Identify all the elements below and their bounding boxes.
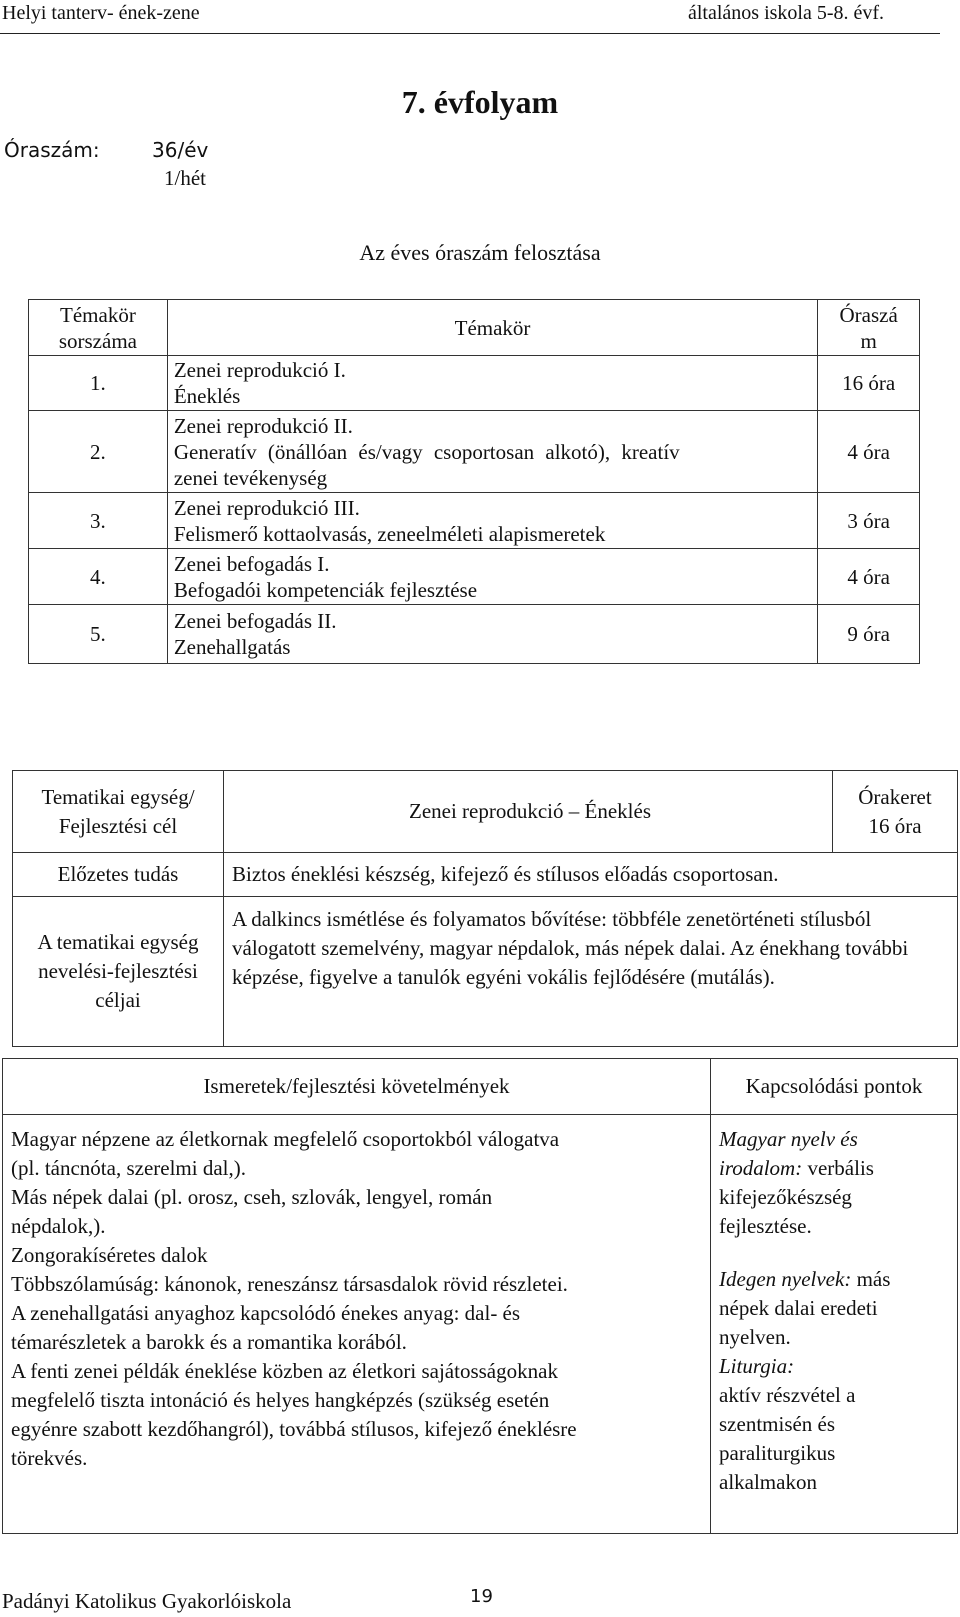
hour-frame-hours: 16 óra [868, 813, 922, 838]
connections-text: Magyar nyelv és irodalom: verbális kifejezőkészség fejlesztése. Idegen nyelvek: más népek dalai eredeti nyelven. Liturgia: aktív részvétel a szentmisén és paraliturgikus alkalmakon [711, 1115, 958, 1534]
footer-school-name: Padányi Katolikus Gyakorlóiskola [2, 1589, 292, 1613]
topic-hours: 3 óra [818, 493, 920, 549]
header-topic-number: Témakör sorszáma [29, 300, 168, 356]
table-row [29, 605, 920, 664]
unit-name: Zenei reprodukció – Éneklés [224, 771, 833, 853]
requirements-header: Ismeretek/fejlesztési követelmények [3, 1059, 711, 1115]
header-school-level: általános iskola 5-8. évf. [688, 2, 885, 24]
connection-hungarian-label: Magyar nyelv és [719, 1127, 858, 1151]
goals-text: A dalkincs ismétlése és folyamatos bővítése: többféle zenetörténeti stílusból válogatott szemelvény, magyar népdalok, más népek dalai. Az énekhang további képzése, figyelve a tanulók egyéni vokális fejlődésére (mutálás). [224, 897, 958, 1047]
topic-name: Zenei reprodukció III. Felismerő kottaolvasás, zeneelméleti alapismeretek [167, 493, 817, 549]
connection-liturgy-label: Liturgia: [719, 1354, 795, 1378]
hour-frame [833, 771, 958, 853]
thematic-unit-table [12, 770, 958, 1047]
unit-header-row [13, 771, 958, 853]
prior-knowledge-row [13, 853, 958, 897]
topic-number: 1. [29, 356, 168, 411]
header-document-title: Helyi tanterv- ének-zene [2, 2, 200, 24]
requirements-text: Magyar népzene az életkornak megfelelő csoportokból válogatva (pl. táncnóta, szerelmi dal,). Más népek dalai (pl. orosz, cseh, szlovák, lengyel, román népdalok,). Zongorakíséretes dalok Többszólamúság: kánonok, reneszánsz társasdalok rövid részletei. A zenehallgatási anyaghoz kapcsolódó énekes anyag: dal- és témarészletek a barokk és a romantika korából. A fenti zenei példák éneklése közben az életkori sajátosságoknak megfelelő tiszta intonáció és helyes hangképzés (szükség esetén egyénre szabott kezdőhangról), továbbá stílusos, kifejező éneklésre törekvés. [3, 1115, 711, 1534]
hours-per-year: 36/év [152, 138, 209, 162]
topic-number: 5. [29, 605, 168, 664]
hour-frame-label: Órakeret [858, 784, 932, 809]
hours-per-week: 1/hét [164, 166, 206, 190]
topic-hours: 16 óra [818, 356, 920, 411]
table-row [29, 493, 920, 549]
topic-hours: 4 óra [818, 411, 920, 493]
requirements-header-row [3, 1059, 958, 1115]
topic-name: Zenei befogadás I. Befogadói kompetenciák fejlesztése [167, 549, 817, 605]
topic-name: Zenei reprodukció I. Éneklés [167, 356, 817, 411]
unit-label: Tematikai egység/ Fejlesztési cél [13, 771, 224, 853]
prior-knowledge-label: Előzetes tudás [13, 853, 224, 897]
header-divider [0, 33, 940, 34]
topic-name: Zenei befogadás II. Zenehallgatás [167, 605, 817, 664]
distribution-title: Az éves óraszám felosztása [359, 240, 601, 265]
goals-row [13, 897, 958, 1047]
topic-number: 3. [29, 493, 168, 549]
topics-table [28, 299, 920, 664]
topic-name: Zenei reprodukció II. Generatív (önállóan és/vagy csoportosan alkotó), kreatív zenei tevékenység [167, 411, 817, 493]
table-row [29, 549, 920, 605]
connection-literature-label: irodalom: [719, 1156, 803, 1180]
page-number: 19 [470, 1586, 493, 1607]
header-hours: Óraszá m [818, 300, 920, 356]
topics-header-row [29, 300, 920, 356]
connection-languages-label: Idegen nyelvek: [719, 1267, 852, 1291]
table-row [29, 411, 920, 493]
topic-hours: 9 óra [818, 605, 920, 664]
header-topic: Témakör [167, 300, 817, 356]
grade-title: 7. évfolyam [401, 84, 559, 120]
topic-number: 2. [29, 411, 168, 493]
hours-label: Óraszám: [4, 138, 100, 162]
table-row [29, 356, 920, 411]
topic-number: 4. [29, 549, 168, 605]
requirements-body-row [3, 1115, 958, 1534]
prior-knowledge-text: Biztos éneklési készség, kifejező és stílusos előadás csoportosan. [224, 853, 958, 897]
requirements-table [2, 1058, 958, 1534]
connections-header: Kapcsolódási pontok [711, 1059, 958, 1115]
topic-hours: 4 óra [818, 549, 920, 605]
goals-label: A tematikai egység nevelési-fejlesztési céljai [13, 897, 224, 1047]
